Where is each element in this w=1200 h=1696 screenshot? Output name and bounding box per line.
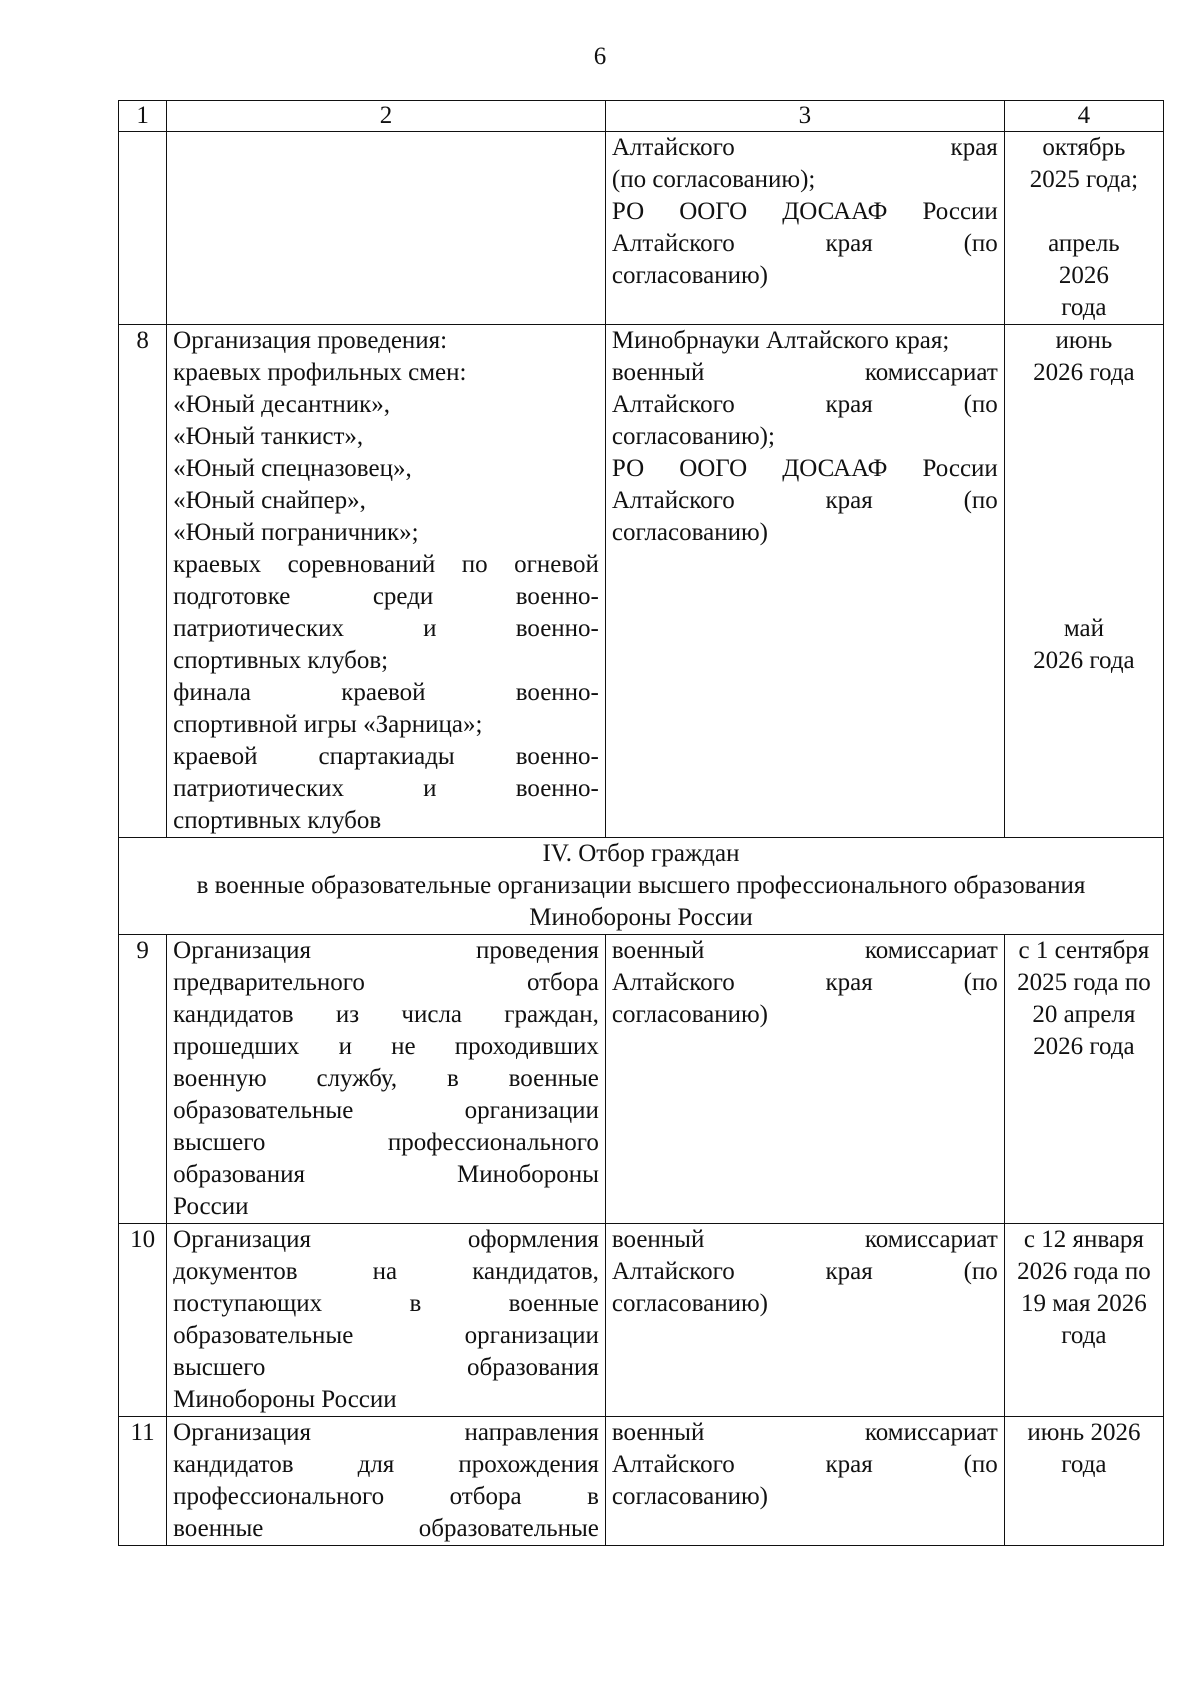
text-line: 2025 года по: [1017, 969, 1151, 996]
responsible-cell: [605, 1224, 1004, 1417]
text-line: РО ООГО ДОСААФ России: [611, 198, 998, 225]
text-line: краевых соревнований по огневой: [173, 551, 599, 578]
text-line: Организация проведения:: [173, 327, 448, 354]
deadline-cell: [1004, 325, 1163, 838]
table-row-10: [119, 1224, 1164, 1417]
text-line: Организация проведения: [173, 937, 599, 964]
text-line: военный комиссариат: [611, 1226, 998, 1253]
text-line: апрель: [1048, 230, 1120, 257]
text-line: профессионального отбора в: [173, 1483, 599, 1510]
text-line: согласованию);: [611, 423, 775, 450]
text-line: Алтайского края (по: [611, 969, 998, 996]
deadline-cell: [1004, 132, 1163, 325]
text-line: кандидатов для прохождения: [173, 1451, 599, 1478]
text-line: образовательные организации: [173, 1097, 599, 1124]
responsible-cell: [605, 1417, 1004, 1546]
text-line: (по согласованию);: [611, 166, 816, 193]
text-line: согласованию): [611, 519, 768, 546]
table-header-row: [119, 101, 1164, 132]
text-line: май: [1063, 615, 1104, 642]
responsible-cell: [605, 132, 1004, 325]
row-number-cell: 8: [119, 325, 167, 838]
section-title-line: Минобороны России: [529, 904, 753, 931]
section-title-cell: [119, 838, 1164, 935]
header-cell-3: 3: [605, 101, 1004, 132]
deadline-cell: [1004, 1224, 1163, 1417]
text-line: 2026 года: [1033, 359, 1135, 386]
text-line: года: [1061, 1322, 1107, 1349]
text-line: «Юный танкист»,: [173, 423, 364, 450]
responsible-cell: [605, 935, 1004, 1224]
table-row-8: [119, 325, 1164, 838]
text-line: спортивных клубов: [173, 807, 382, 834]
text-line: июнь 2026: [1027, 1419, 1141, 1446]
text-line: Алтайского края (по: [611, 1451, 998, 1478]
text-line: «Юный пограничник»;: [173, 519, 419, 546]
text-line: согласованию): [611, 1001, 768, 1028]
text-line: 2026 года: [1033, 1033, 1135, 1060]
row-number-cell: 10: [119, 1224, 167, 1417]
text-line: Организация оформления: [173, 1226, 599, 1253]
text-line: подготовке среди военно-: [173, 583, 599, 610]
text-line: Алтайского края (по: [611, 230, 998, 257]
text-line: согласованию): [611, 1290, 768, 1317]
text-line: высшего образования: [173, 1354, 599, 1381]
text-line: военный комиссариат: [611, 937, 998, 964]
row-number-cell: 11: [119, 1417, 167, 1546]
plan-table: [118, 100, 1164, 1546]
table-row-9: [119, 935, 1164, 1224]
text-line: 2026 года: [1033, 647, 1135, 674]
row-number-cell: 9: [119, 935, 167, 1224]
text-line: «Юный спецназовец»,: [173, 455, 412, 482]
text-line: с 12 января: [1023, 1226, 1144, 1253]
text-line: образования Минобороны: [173, 1161, 599, 1188]
deadline-cell: [1004, 1417, 1163, 1546]
measure-cell: [167, 935, 606, 1224]
section-header-row: [119, 838, 1164, 935]
text-line: Организация направления: [173, 1419, 599, 1446]
table-row-11: [119, 1417, 1164, 1546]
text-line: военные образовательные: [173, 1515, 599, 1542]
text-line: Алтайского края (по: [611, 391, 998, 418]
text-line: России: [173, 1193, 249, 1220]
text-line: 19 мая 2026: [1021, 1290, 1147, 1317]
responsible-cell: [605, 325, 1004, 838]
page-number: 6: [593, 43, 607, 70]
text-line: спортивных клубов;: [173, 647, 389, 674]
text-line: 2026: [1058, 262, 1109, 289]
text-line: согласованию): [611, 262, 768, 289]
text-line: 2025 года;: [1029, 166, 1139, 193]
text-line: кандидатов из числа граждан,: [173, 1001, 599, 1028]
row-number-cell: [119, 132, 167, 325]
table-row-continued: [119, 132, 1164, 325]
text-line: года: [1061, 1451, 1107, 1478]
text-line: военный комиссариат: [611, 1419, 998, 1446]
text-line: «Юный десантник»,: [173, 391, 391, 418]
text-line: июнь: [1055, 327, 1113, 354]
text-line: финала краевой военно-: [173, 679, 599, 706]
text-line: 20 апреля: [1032, 1001, 1136, 1028]
measure-cell: [167, 325, 606, 838]
text-line: прошедших и не проходивших: [173, 1033, 599, 1060]
text-line: РО ООГО ДОСААФ России: [611, 455, 998, 482]
text-line: военную службу, в военные: [173, 1065, 599, 1092]
text-line: 2026 года по: [1017, 1258, 1151, 1285]
text-line: предварительного отбора: [173, 969, 599, 996]
text-line: высшего профессионального: [173, 1129, 599, 1156]
measure-cell: [167, 132, 606, 325]
header-cell-4: 4: [1004, 101, 1163, 132]
text-line: краевой спартакиады военно-: [173, 743, 599, 770]
text-line: поступающих в военные: [173, 1290, 599, 1317]
text-line: Алтайского края: [611, 134, 998, 161]
text-line: года: [1061, 294, 1107, 321]
text-line: октябрь: [1042, 134, 1126, 161]
deadline-cell: [1004, 935, 1163, 1224]
text-line: патриотических и военно-: [173, 615, 599, 642]
text-line: «Юный снайпер»,: [173, 487, 366, 514]
measure-cell: [167, 1417, 606, 1546]
text-line: документов на кандидатов,: [173, 1258, 599, 1285]
measure-cell: [167, 1224, 606, 1417]
text-line: с 1 сентября: [1018, 937, 1150, 964]
text-line: патриотических и военно-: [173, 775, 599, 802]
text-line: Алтайского края (по: [611, 487, 998, 514]
text-line: краевых профильных смен:: [173, 359, 467, 386]
section-title-line: в военные образовательные организации высшего профессионального образования: [196, 872, 1086, 899]
text-line: согласованию): [611, 1483, 768, 1510]
header-cell-1: 1: [119, 101, 167, 132]
text-line: образовательные организации: [173, 1322, 599, 1349]
text-line: Алтайского края (по: [611, 1258, 998, 1285]
text-line: Минобрнауки Алтайского края;: [611, 327, 950, 354]
text-line: военный комиссариат: [611, 359, 998, 386]
text-line: спортивной игры «Зарница»;: [173, 711, 483, 738]
section-title-line: IV. Отбор граждан: [542, 840, 740, 867]
text-line: Минобороны России: [173, 1386, 397, 1413]
header-cell-2: 2: [167, 101, 606, 132]
